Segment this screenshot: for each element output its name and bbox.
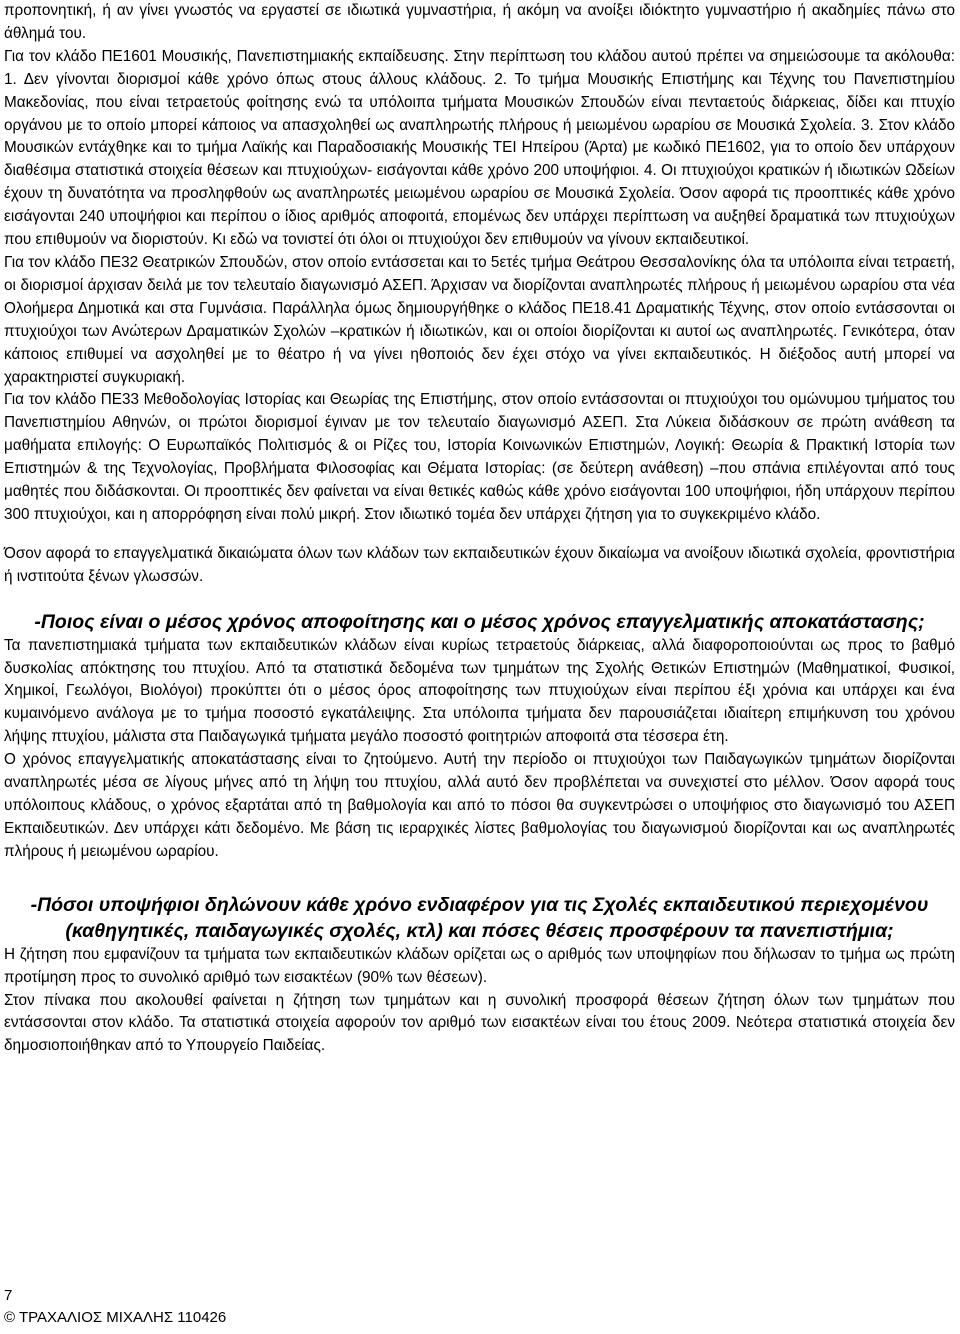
paragraph-demand-definition: Η ζήτηση που εμφανίζουν τα τμήματα των εκπαιδευτικών κλάδων ορίζεται ως ο αριθμός των υποψηφίων που δήλωσαν το τμήμα ως πρώτη προτίμηση προς το συνολικό αριθμό των εισακτέων (90% των θέσεων). (4, 945, 955, 986)
paragraph-methodology-branch: Για τον κλάδο ΠΕ33 Μεθοδολογίας Ιστορίας και Θεωρίας της Επιστήμης, στον οποίο εντάσσονται οι πτυχιούχοι του ομώνυμου τμήματος του Πανεπιστημίου Αθηνών, οι πρώτοι διορισμοί έγιναν με τον τελευταίο διαγωνισμό ΑΣΕΠ. Στα Λύκεια διδάσκουν σε πρώτη ανάθεση τα μαθήματα επιλογής: Ο Ευρωπαϊκός Πολιτισμός & οι Ρίζες του, Ιστορία Κοινωνικών Επιστημών, Λογική: Θεωρία & Πρακτική Ιστορία των Επιστημών & της Τεχνολογίας, Προβλήματα Φιλοσοφίας και Θέματα Ιστορίας: (σε δεύτερη ανάθεση) –που σπάνια επιλέγονται από τους μαθητές που διδάσκονται. Οι προοπτικές δεν φαίνεται να είναι θετικές καθώς κάθε χρόνο εισάγονται 100 υποψήφιοι, ήδη υπάρχουν περίπου 300 πτυχιούχοι, και η απορρόφηση είναι πολύ μικρή. Στον ιδιωτικό τομέα δεν υπάρχει ζήτηση για το συγκεκριμένο κλάδο. (4, 391, 955, 523)
paragraph-theatre-branch: Για τον κλάδο ΠΕ32 Θεατρικών Σπουδών, στον οποίο εντάσσεται και το 5ετές τμήμα Θεάτρου Θεσσαλονίκης όλα τα υπόλοιπα είναι τετραετή, οι διορισμοί άρχισαν δειλά με τον τελευταίο διαγωνισμό ΑΣΕΠ. Άρχισαν να διορίζονται αναπληρωτές πλήρους ή μειωμένου ωραρίου στα νέα Ολοήμερα Δημοτικά και στα Γυμνάσια. Παράλληλα όμως δημιουργήθηκε ο κλάδος ΠΕ18.41 Δραματικής Τέχνης, στον οποίο εντάσσονται οι πτυχιούχοι των Ανώτερων Δραματικών Σχολών –κρατικών ή ιδιωτικών, και οι οποίοι διορίζονται κι αυτοί ως αναπληρωτές. Γενικότερα, όταν κάποιος επιθυμεί να ασχοληθεί με το θέατρο ή να γίνει ηθοποιός δεν έχει στόχο να γίνει εκπαιδευτικός. Η διέξοδος αυτή μπορεί να χαρακτηριστεί συγκυριακή. (4, 253, 955, 386)
page-number: 7 (4, 1287, 13, 1304)
paragraph-music-branch: Για τον κλάδο ΠΕ1601 Μουσικής, Πανεπιστημιακής εκπαίδευσης. Στην περίπτωση του κλάδου αυτού πρέπει να σημειώσουμε τα ακόλουθα: 1. Δεν γίνονται διορισμοί κάθε χρόνο όπως στους άλλους κλάδους. 2. Το τμήμα Μουσικής Επιστήμης και Τέχνης του Πανεπιστημίου Μακεδονίας, που είναι τετραετούς φοίτησης ενώ τα υπόλοιπα τμήματα Μουσικών Σπουδών είναι πενταετούς διάρκειας, δίδει και πτυχίο οργάνου με το οποίο μπορεί κάποιος να απασχοληθεί ως αναπληρωτής πλήρους ή μειωμένου ωραρίου σε Μουσικά Σχολεία. 3. Στον κλάδο Μουσικών εντάχθηκε και το τμήμα Λαϊκής και Παραδοσιακής Μουσικής ΤΕΙ Ηπείρου (Άρτα) με κωδικό ΠΕ1602, για το οποίο δεν υπάρχουν διαθέσιμα στατιστικά στοιχεία θέσεων και πτυχιούχων- εισάγονται κάθε χρόνο 200 υποψήφιοι. 4. Οι πτυχιούχοι κρατικών ή ιδιωτικών Ωδείων έχουν τη δυνατότητα να προσληφθούν ως αναπληρωτές μειωμένου ωραρίου σε Μουσικά Σχολεία. Όσον αφορά τις προοπτικές κάθε χρόνο εισάγονται 240 υποψήφιοι και περίπου ο ίδιος αριθμός αποφοιτά, επομένως δεν υπάρχει περίπτωση να αυξηθεί δραματικά των πτυχιούχων που επιθυμούν να διοριστούν. Κι εδώ να τονιστεί ότι όλοι οι πτυχιούχοι δεν επιθυμούν να γίνουν εκπαιδευτικοί. (4, 47, 955, 249)
spacer (4, 527, 955, 543)
paragraph-intro-continuation: προπονητική, ή αν γίνει γνωστός να εργαστεί σε ιδιωτικά γυμναστήρια, ή ακόμη να ανοίξει ιδιόκτητο γυμναστήριο ή ακαδημίες πάνω στο άθλημά του. (4, 2, 955, 42)
spacer (4, 864, 955, 892)
page-footer (4, 1285, 226, 1329)
paragraph-table-intro: Στον πίνακα που ακολουθεί φαίνεται η ζήτηση των τμημάτων και η συνολική προσφορά θέσεων ζήτηση όλων των τμημάτων που εντάσσονται στον κλάδο. Τα στατιστικά στοιχεία αφορούν τον αριθμό των εισακτέων είναι του έτους 2009. Νεότερα στατιστικά στοιχεία δεν δημοσιοποιήθηκαν από το Υπουργείο Παιδείας. (4, 991, 955, 1055)
paragraph-graduation-duration: Τα πανεπιστημιακά τμήματα των εκπαιδευτικών κλάδων είναι κυρίως τετραετούς διάρκειας, αλλά διαφοροποιούνται ως προς το βαθμό δυσκολίας απόκτησης του πτυχίου. Από τα στατιστικά δεδομένα των τμημάτων της Σχολής Θετικών Επιστημών (Μαθηματικοί, Φυσικοί, Χημικοί, Γεωλόγοι, Βιολόγοι) προκύπτει ότι ο μέσος όρος αποφοίτησης των πτυχιούχων είναι περίπου έξι χρόνια και υπάρχει και ένα κυμαινόμενο ανάλογα με το τμήμα ποσοστό εγκατάλειψης. Στα υπόλοιπα τμήματα δεν παρουσιάζεται ιδιαίτερη επιμήκυνση του χρόνου λήψης πτυχίου, μάλιστα στα Παιδαγωγικά τμήματα μεγάλο ποσοστό φοιτητριών αποφοιτά στα τέσσερα έτη. (4, 636, 955, 746)
paragraph-professional-rights: Όσον αφορά το επαγγελματικά δικαιώματα όλων των κλάδων των εκπαιδευτικών έχουν δικαίωμα να ανοίξουν ιδιωτικά σχολεία, φροντιστήρια ή ινστιτούτα ξένων γλωσσών. (4, 544, 955, 585)
section-heading-graduation-time: -Ποιος είναι ο μέσος χρόνος αποφοίτησης και ο μέσος χρόνος επαγγελματικής αποκατάστασης; (34, 610, 925, 633)
paragraph-employment-time: Ο χρόνος επαγγελματικής αποκατάστασης είναι το ζητούμενο. Αυτή την περίοδο οι πτυχιούχοι των Παιδαγωγικών τμημάτων διορίζονται αναπληρωτές μέσα σε λίγους μήνες από τη λήψη του πτυχίου, αλλά αυτό δεν προβλέπεται να συνεχιστεί στο μέλλον. Όσον αφορά τους υπόλοιπους κλάδους, ο χρόνος εξαρτάται από τη βαθμολογία και από το πόσοι θα συγκεντρώσει ο υποψήφιος στο διαγωνισμό του ΑΣΕΠ Εκπαιδευτικών. Δεν υπάρχει κάτι δεδομένο. Με βάση τις ιεραρχικές λίστες βαθμολογίας του διαγωνισμού διορίζονται και ως αναπληρωτές πλήρους ή μειωμένου ωραρίου. (4, 751, 955, 860)
copyright-notice: © ΤΡΑΧΑΛΙΟΣ ΜΙΧΑΛΗΣ 110426 (4, 1309, 227, 1326)
spacer (4, 589, 955, 609)
section-heading-candidates-demand: -Πόσοι υποψήφιοι δηλώνουν κάθε χρόνο ενδιαφέρον για τις Σχολές εκπαιδευτικού περιεχομένου (καθηγητικές, παιδαγωγικές σχολές, κτλ) και πόσες θέσεις προσφέρουν τα πανεπιστήμια; (30, 893, 929, 942)
document-page (4, 0, 955, 1058)
